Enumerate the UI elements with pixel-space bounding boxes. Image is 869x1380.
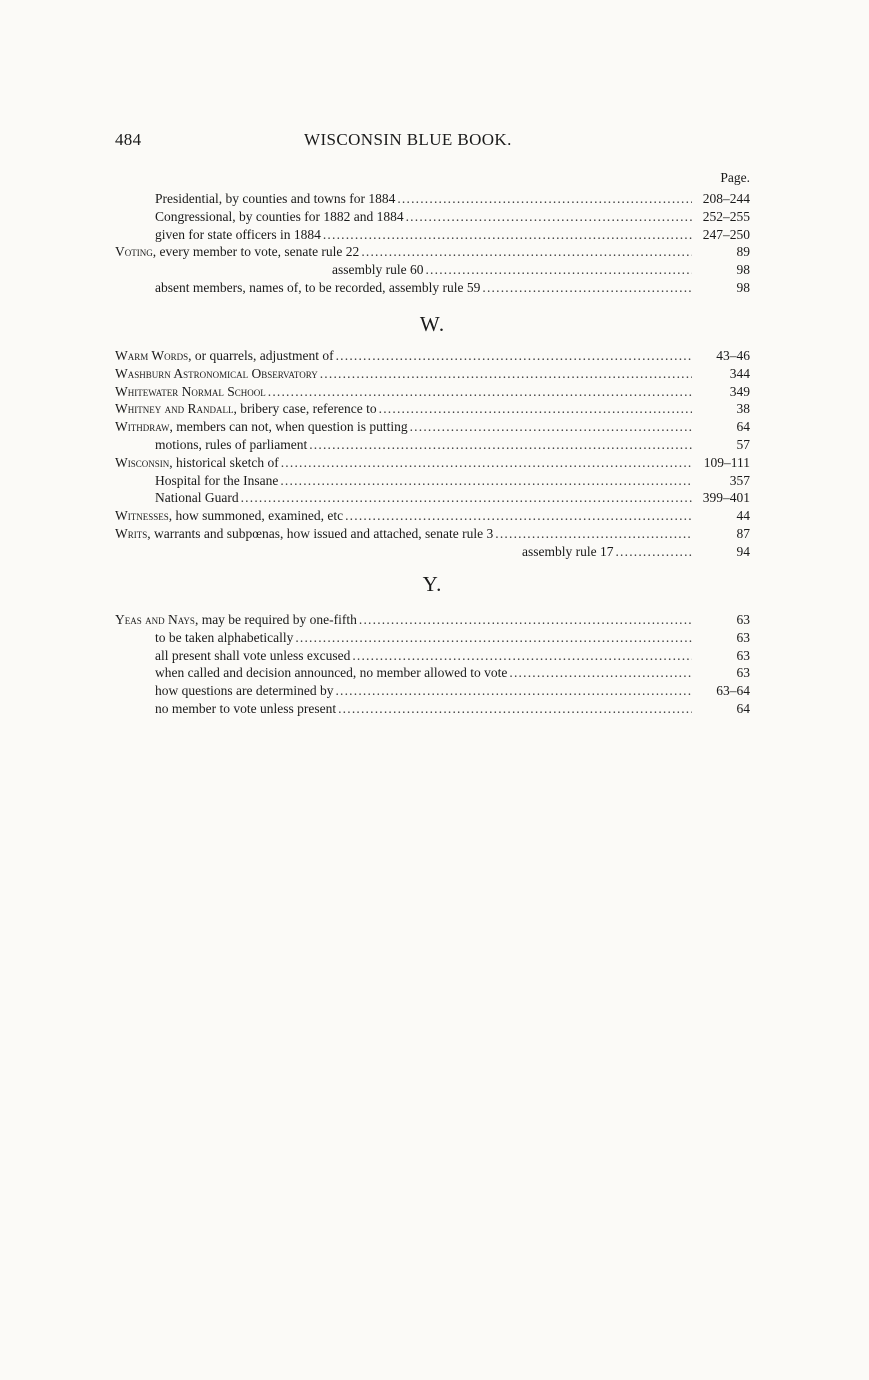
- index-entry: [115, 700, 750, 718]
- entry-page-ref: 44: [736, 508, 750, 524]
- entry-text: [115, 400, 377, 418]
- entry-description: , how summoned, examined, etc: [168, 508, 344, 524]
- entry-text: [155, 279, 480, 297]
- entry-page-ref: 89: [736, 244, 750, 260]
- section-letter-y: Y.: [422, 572, 443, 596]
- entry-text: [115, 611, 357, 629]
- dot-leader: [281, 454, 692, 472]
- index-entry: [115, 664, 750, 682]
- entry-text: [155, 629, 293, 647]
- entry-text: [115, 365, 318, 383]
- entry-text: [522, 543, 613, 561]
- entry-description: , may be required by one-fifth: [194, 612, 357, 627]
- page-number: 484: [115, 130, 142, 149]
- dot-leader: [335, 682, 692, 700]
- index-entry: [115, 543, 750, 561]
- entry-description: when called and decision announced, no member allowed to vote: [155, 665, 508, 681]
- entry-page-ref: 63: [736, 629, 750, 645]
- entry-page-ref: 64: [736, 700, 750, 716]
- entry-description: , warrants and subpœnas, how issued and attached, senate rule 3: [147, 525, 494, 541]
- entry-page-ref: 38: [736, 401, 750, 417]
- entry-page-ref: 208–244: [702, 191, 750, 206]
- section-v-entries: [115, 190, 750, 297]
- entry-description: , bribery case, reference to: [233, 401, 377, 417]
- dot-leader: [336, 347, 692, 365]
- entry-heading: Whitney and Randall: [115, 401, 234, 417]
- entry-heading: Writs: [115, 525, 148, 541]
- entry-page-ref: 344: [729, 365, 750, 381]
- entry-description: Presidential, by counties and towns for 1884: [155, 191, 396, 206]
- entry-description: , every member to vote, senate rule 22: [152, 244, 360, 260]
- index-entry: [115, 489, 750, 507]
- entry-text: [155, 226, 321, 244]
- dot-leader: [268, 383, 692, 401]
- dot-leader: [320, 365, 692, 383]
- dot-leader: [352, 647, 692, 665]
- entry-description: motions, rules of parliament: [155, 436, 308, 452]
- entry-page-ref: 57: [736, 436, 750, 452]
- entry-page-ref: 63–64: [716, 683, 750, 699]
- entry-text: [155, 700, 336, 718]
- entry-description: National Guard: [155, 490, 239, 506]
- index-entry: [115, 400, 750, 418]
- index-entry: [115, 347, 750, 365]
- dot-leader: [410, 418, 692, 436]
- entry-heading: Witnesses: [115, 508, 169, 524]
- dot-leader: [509, 664, 692, 682]
- entry-text: [115, 418, 408, 436]
- entry-page-ref: 349: [729, 383, 750, 399]
- entry-heading: Voting: [115, 244, 153, 260]
- entry-text: [155, 190, 395, 208]
- dot-leader: [425, 261, 692, 279]
- entry-description: given for state officers in 1884: [155, 226, 321, 242]
- dot-leader: [359, 611, 692, 629]
- entry-heading: Wisconsin: [115, 454, 170, 470]
- dot-leader: [309, 436, 692, 454]
- entry-page-ref: 252–255: [702, 208, 750, 224]
- dot-leader: [397, 190, 692, 208]
- dot-leader: [495, 525, 692, 543]
- entry-page-ref: 399–401: [702, 490, 750, 506]
- index-entry: [115, 243, 750, 261]
- entry-text: [155, 472, 278, 490]
- index-entry: [115, 629, 750, 647]
- entry-description: assembly rule 17: [522, 543, 614, 559]
- entry-text: [155, 664, 507, 682]
- index-entry: [115, 525, 750, 543]
- entry-description: all present shall vote unless excused: [155, 647, 351, 663]
- dot-leader: [323, 226, 692, 244]
- entry-description: Hospital for the Insane: [155, 472, 279, 488]
- index-entry: [115, 190, 750, 208]
- entry-page-ref: 43–46: [716, 348, 750, 363]
- entry-text: [155, 436, 307, 454]
- section-w-entries: [115, 347, 750, 561]
- entry-description: assembly rule 60: [332, 262, 424, 278]
- dot-leader: [241, 489, 692, 507]
- dot-leader: [280, 472, 692, 490]
- entry-description: , historical sketch of: [169, 454, 279, 470]
- dot-leader: [361, 243, 692, 261]
- index-entry: [115, 383, 750, 401]
- entry-text: [155, 489, 239, 507]
- entry-page-ref: 63: [736, 612, 750, 627]
- entry-description: no member to vote unless present: [155, 700, 337, 716]
- entry-page-ref: 357: [729, 472, 750, 488]
- entry-page-ref: 247–250: [702, 226, 750, 242]
- entry-description: to be taken alphabetically: [155, 629, 294, 645]
- entry-heading: Withdraw: [115, 419, 170, 435]
- index-entry: [115, 436, 750, 454]
- entry-description: Congressional, by counties for 1882 and 1884: [155, 208, 404, 224]
- index-entry: [115, 226, 750, 244]
- entry-heading: Warm Words: [115, 348, 189, 363]
- entry-text: [115, 383, 266, 401]
- entry-text: [115, 525, 493, 543]
- dot-leader: [338, 700, 692, 718]
- index-entry: [115, 365, 750, 383]
- dot-leader: [482, 279, 692, 297]
- index-entry: [115, 682, 750, 700]
- entry-text: [115, 243, 359, 261]
- entry-page-ref: 94: [736, 543, 750, 559]
- entry-page-ref: 98: [736, 279, 750, 295]
- entry-page-ref: 98: [736, 262, 750, 278]
- dot-leader: [295, 629, 692, 647]
- index-entry: [115, 279, 750, 297]
- entry-text: [332, 261, 423, 279]
- section-y-entries: [115, 611, 750, 718]
- entry-text: [155, 647, 350, 665]
- dot-leader: [615, 543, 692, 561]
- entry-description: how questions are determined by: [155, 683, 334, 699]
- index-entry: [115, 208, 750, 226]
- dot-leader: [379, 400, 692, 418]
- book-title: WISCONSIN BLUE BOOK.: [304, 130, 512, 149]
- index-entry: [115, 454, 750, 472]
- entry-description: , members can not, when question is putting: [169, 419, 408, 435]
- entry-text: [115, 507, 343, 525]
- entry-page-ref: 109–111: [703, 454, 750, 470]
- index-entry: [115, 611, 750, 629]
- dot-leader: [406, 208, 692, 226]
- entry-text: [155, 682, 333, 700]
- index-entry: [115, 647, 750, 665]
- entry-page-ref: 64: [736, 419, 750, 435]
- section-letter-w: W.: [419, 312, 446, 336]
- index-entry: [115, 472, 750, 490]
- entry-heading: Yeas and Nays: [115, 612, 195, 627]
- index-entry: [115, 418, 750, 436]
- index-entry: [115, 507, 750, 525]
- entry-heading: Whitewater Normal School: [115, 383, 266, 399]
- entry-page-ref: 87: [736, 525, 750, 541]
- entry-description: , or quarrels, adjustment of: [188, 348, 334, 363]
- entry-text: [115, 347, 334, 365]
- entry-description: absent members, names of, to be recorded, assembly rule 59: [155, 279, 481, 295]
- entry-heading: Washburn Astronomical Observatory: [115, 365, 318, 381]
- dot-leader: [345, 507, 692, 525]
- entry-page-ref: 63: [736, 665, 750, 681]
- entry-text: [115, 454, 279, 472]
- entry-text: [155, 208, 404, 226]
- page-column-label: Page.: [720, 170, 750, 185]
- index-entry: [115, 261, 750, 279]
- entry-page-ref: 63: [736, 647, 750, 663]
